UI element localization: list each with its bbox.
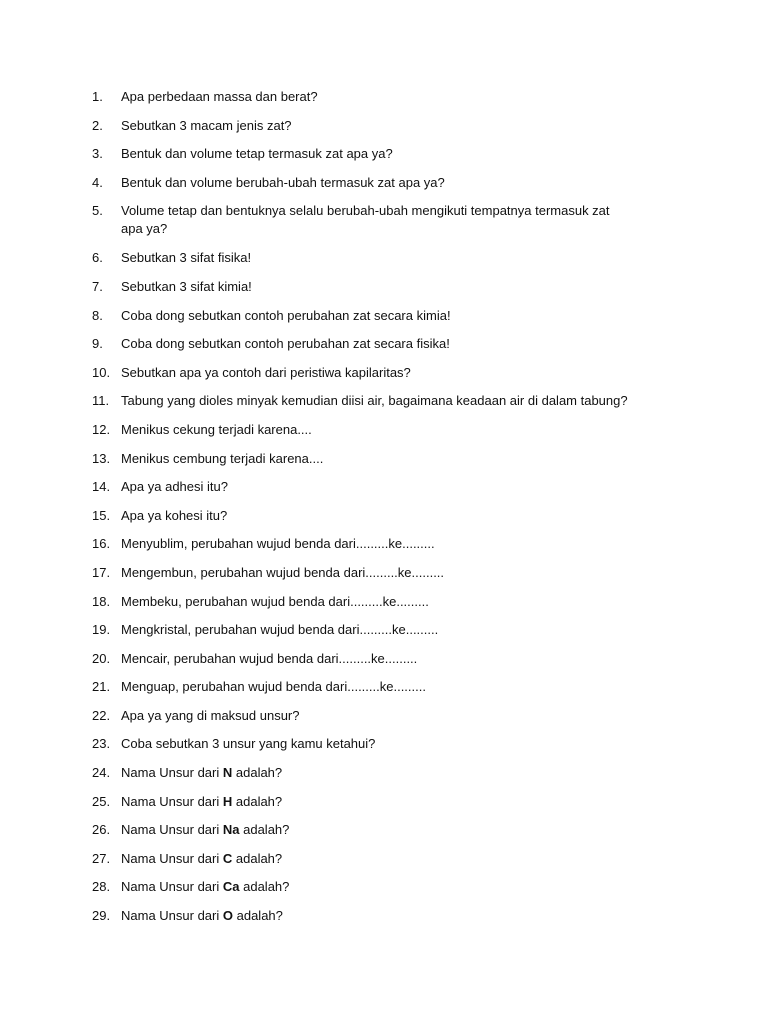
question-text: Menguap, perubahan wujud benda dari.........ke......... bbox=[121, 679, 426, 695]
question-item bbox=[92, 335, 692, 353]
question-item bbox=[92, 793, 692, 811]
question-text: Menikus cembung terjadi karena.... bbox=[121, 450, 324, 466]
question-list bbox=[92, 88, 692, 936]
question-suffix: adalah? bbox=[232, 765, 283, 781]
question-item bbox=[92, 621, 692, 639]
question-item bbox=[92, 249, 692, 267]
element-symbol: O bbox=[222, 908, 233, 924]
question-prefix: Nama Unsur dari bbox=[121, 822, 223, 838]
question-text: Sebutkan 3 sifat fisika! bbox=[121, 250, 252, 266]
question-item bbox=[92, 707, 692, 725]
question-number: 17. bbox=[92, 564, 111, 580]
question-number: 22. bbox=[92, 707, 111, 723]
question-number: 16. bbox=[92, 536, 111, 552]
question-number: 11. bbox=[92, 393, 110, 409]
question-number: 26. bbox=[92, 822, 111, 838]
question-prefix: Nama Unsur dari bbox=[121, 879, 223, 895]
question-number: 19. bbox=[92, 622, 111, 638]
question-item bbox=[92, 593, 692, 611]
question-number: 23. bbox=[92, 736, 111, 752]
question-text: Sebutkan 3 sifat kimia! bbox=[121, 278, 252, 294]
question-text: Mengembun, perubahan wujud benda dari.........ke......... bbox=[121, 564, 445, 580]
question-text: Mencair, perubahan wujud benda dari.........ke......... bbox=[121, 650, 418, 666]
question-suffix: adalah? bbox=[239, 879, 290, 895]
question-text: Apa ya kohesi itu? bbox=[121, 507, 228, 523]
question-text: Mengkristal, perubahan wujud benda dari.........ke......... bbox=[121, 622, 439, 638]
question-text: Menikus cekung terjadi karena.... bbox=[121, 421, 312, 437]
question-item bbox=[92, 821, 692, 839]
question-text: Coba sebutkan 3 unsur yang kamu ketahui? bbox=[121, 736, 376, 752]
question-suffix: adalah? bbox=[232, 793, 283, 809]
question-text: Membeku, perubahan wujud benda dari.........ke......... bbox=[121, 593, 429, 609]
question-text: Coba dong sebutkan contoh perubahan zat secara fisika! bbox=[121, 336, 450, 352]
question-suffix: adalah? bbox=[233, 908, 283, 924]
question-item bbox=[92, 117, 692, 135]
question-item bbox=[92, 450, 692, 468]
question-number: 5. bbox=[92, 203, 103, 219]
question-item bbox=[92, 678, 692, 696]
question-suffix: adalah? bbox=[232, 850, 283, 866]
question-number: 29. bbox=[92, 908, 111, 924]
question-number: 4. bbox=[92, 174, 103, 190]
question-item bbox=[92, 764, 692, 782]
question-number: 28. bbox=[92, 879, 111, 895]
question-text: Menyublim, perubahan wujud benda dari.........ke......... bbox=[121, 536, 435, 552]
question-text-line-1: Volume tetap dan bentuknya selalu berubah-ubah mengikuti tempatnya termasuk zat bbox=[121, 203, 610, 219]
question-item bbox=[92, 478, 692, 496]
question-prefix: Nama Unsur dari bbox=[121, 850, 223, 866]
question-number: 2. bbox=[92, 117, 103, 133]
element-symbol: Na bbox=[222, 822, 240, 838]
question-number: 3. bbox=[92, 146, 103, 162]
question-text: Apa perbedaan massa dan berat? bbox=[121, 89, 318, 104]
question-item bbox=[92, 650, 692, 668]
question-number: 12. bbox=[92, 421, 111, 437]
question-suffix: adalah? bbox=[239, 822, 290, 838]
question-number: 27. bbox=[92, 850, 111, 866]
question-text: Coba dong sebutkan contoh perubahan zat secara kimia! bbox=[121, 307, 451, 323]
question-item bbox=[92, 421, 692, 439]
question-number: 10. bbox=[92, 364, 111, 380]
question-text: Apa ya yang di maksud unsur? bbox=[121, 707, 300, 723]
question-number: 13. bbox=[92, 450, 111, 466]
question-item bbox=[92, 88, 692, 106]
question-item bbox=[92, 307, 692, 325]
question-text: Sebutkan apa ya contoh dari peristiwa kapilaritas? bbox=[121, 364, 411, 380]
question-number: 25. bbox=[92, 793, 111, 809]
question-item bbox=[92, 878, 692, 896]
question-number: 6. bbox=[92, 250, 103, 266]
question-item bbox=[92, 850, 692, 868]
question-prefix: Nama Unsur dari bbox=[121, 793, 223, 809]
question-prefix: Nama Unsur dari bbox=[121, 908, 223, 924]
element-symbol: Ca bbox=[222, 879, 240, 895]
element-symbol: C bbox=[222, 850, 233, 866]
question-item bbox=[92, 564, 692, 582]
question-number: 20. bbox=[92, 650, 111, 666]
question-number: 7. bbox=[92, 278, 103, 294]
question-text-line-2: apa ya? bbox=[121, 221, 168, 237]
question-text: Tabung yang dioles minyak kemudian diisi air, bagaimana keadaan air di dalam tabung? bbox=[121, 393, 628, 409]
question-item bbox=[92, 174, 692, 192]
question-number: 14. bbox=[92, 479, 111, 495]
question-text: Bentuk dan volume tetap termasuk zat apa ya? bbox=[121, 146, 393, 162]
question-item bbox=[92, 202, 692, 238]
element-symbol: N bbox=[222, 765, 233, 781]
question-number: 24. bbox=[92, 765, 111, 781]
question-item bbox=[92, 507, 692, 525]
question-prefix: Nama Unsur dari bbox=[121, 765, 223, 781]
question-number: 15. bbox=[92, 507, 111, 523]
question-number: 9. bbox=[92, 336, 103, 352]
element-symbol: H bbox=[222, 793, 233, 809]
question-number: 1. bbox=[92, 89, 103, 104]
question-item bbox=[92, 278, 692, 296]
question-number: 21. bbox=[92, 679, 111, 695]
question-item bbox=[92, 735, 692, 753]
question-text: Apa ya adhesi itu? bbox=[121, 479, 228, 495]
question-item bbox=[92, 364, 692, 382]
question-item bbox=[92, 145, 692, 163]
question-text: Sebutkan 3 macam jenis zat? bbox=[121, 117, 292, 133]
question-item bbox=[92, 535, 692, 553]
question-item bbox=[92, 392, 692, 410]
question-number: 8. bbox=[92, 307, 103, 323]
question-item bbox=[92, 907, 692, 925]
question-number: 18. bbox=[92, 593, 111, 609]
question-text: Bentuk dan volume berubah-ubah termasuk zat apa ya? bbox=[121, 174, 445, 190]
